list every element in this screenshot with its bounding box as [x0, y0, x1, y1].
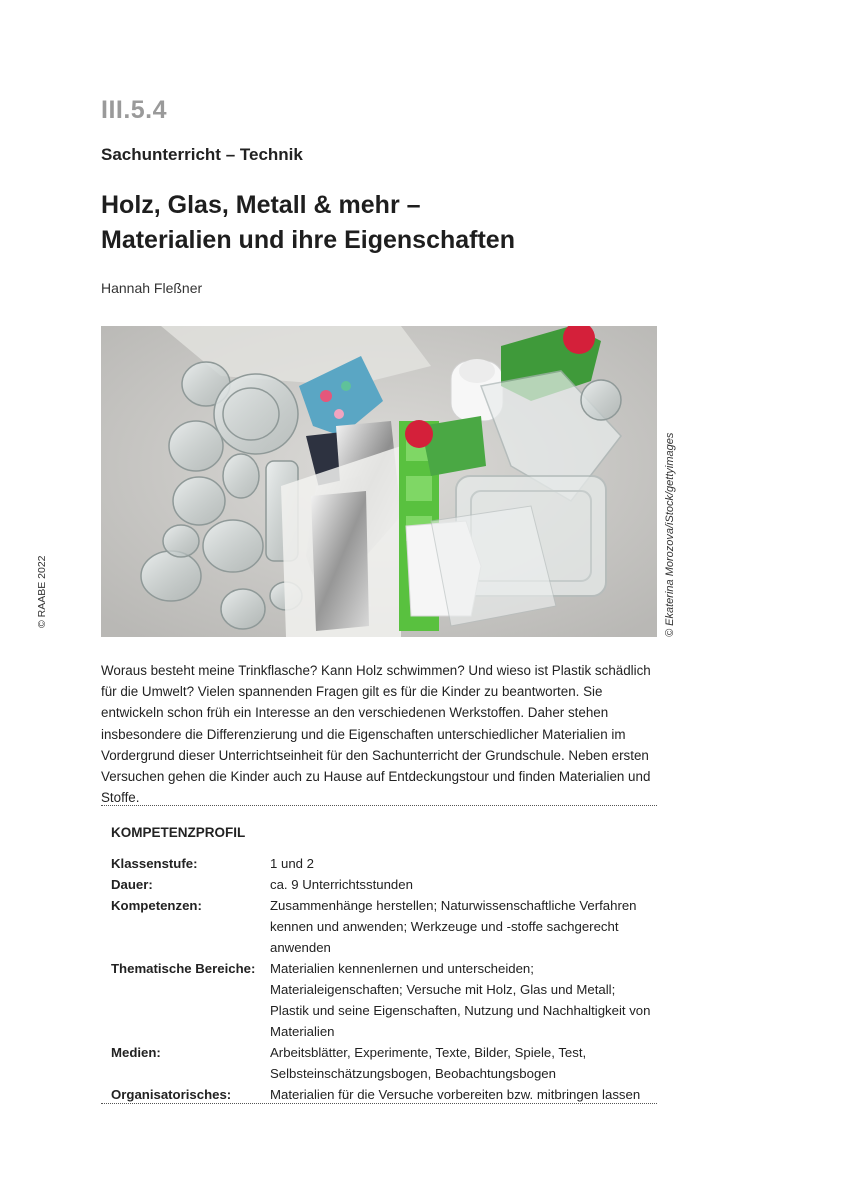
author: Hannah Fleßner [101, 280, 203, 296]
title-line-1: Holz, Glas, Metall & mehr – [101, 191, 421, 219]
profile-row [111, 1084, 651, 1105]
page-title [101, 188, 721, 258]
profile-label: Dauer: [111, 877, 153, 892]
divider-bottom [101, 1103, 657, 1104]
recycling-photo-illustration [101, 326, 657, 637]
profile-value: ca. 9 Unterrichtsstunden [270, 877, 413, 892]
profile-row [111, 895, 651, 958]
profile-row [111, 1042, 651, 1084]
profile-row [111, 874, 651, 895]
photo-credit: © Ekaterina Morozova/iStock/gettyimages [664, 432, 676, 637]
profile-label: Thematische Bereiche: [111, 961, 256, 976]
divider-top [101, 805, 657, 806]
profile-label: Klassenstufe: [111, 856, 198, 871]
profile-label: Kompetenzen: [111, 898, 202, 913]
profile-value: 1 und 2 [270, 856, 314, 871]
profile-value: Materialien kennenlernen und unterscheiden; Materialeigenschaften; Versuche mit Holz, Glas und Metall; Plastik und seine Eigenschaften, Nutzung und Nachhaltigkeit von Materialien [270, 961, 651, 1039]
profile-row [111, 853, 651, 874]
profile-row [111, 958, 651, 1042]
subject-heading: Sachunterricht – Technik [101, 145, 303, 164]
intro-paragraph: Woraus besteht meine Trinkflasche? Kann Holz schwimmen? Und wieso ist Plastik schädlich für die Umwelt? Vielen spannenden Fragen gilt es für die Kinder zu beantworten. Sie entwickeln schon früh ein Interesse an den verschiedenen Werkstoffen. Daher stehen insbesondere die Differenzierung und die Eigenschaften unterschiedlicher Materialien im Vordergrund dieser Unterrichtseinheit für den Sachunterricht der Grundschule. Neben ersten Versuchen gehen die Kinder auch zu Hause auf Entdeckungstour und finden Materialien und Stoffe. [101, 663, 651, 806]
side-copyright: © RAABE 2022 [36, 555, 48, 628]
cover-photo [101, 326, 657, 637]
profile-label: Organisatorisches: [111, 1087, 232, 1102]
profile-value: Zusammenhänge herstellen; Naturwissenschaftliche Verfahren kennen und anwenden; Werkzeuge und -stoffe sachgerecht anwenden [270, 898, 637, 955]
profile-heading: KOMPETENZPROFIL [111, 825, 246, 840]
title-line-2: Materialien und ihre Eigenschaften [101, 226, 515, 254]
profile-label: Medien: [111, 1045, 161, 1060]
profile-value: Arbeitsblätter, Experimente, Texte, Bilder, Spiele, Test, Selbsteinschätzungsbogen, Beobachtungsbogen [270, 1045, 587, 1081]
profile-value: Materialien für die Versuche vorbereiten bzw. mitbringen lassen [270, 1087, 641, 1102]
competence-profile [111, 853, 651, 1105]
section-code: III.5.4 [101, 96, 168, 124]
